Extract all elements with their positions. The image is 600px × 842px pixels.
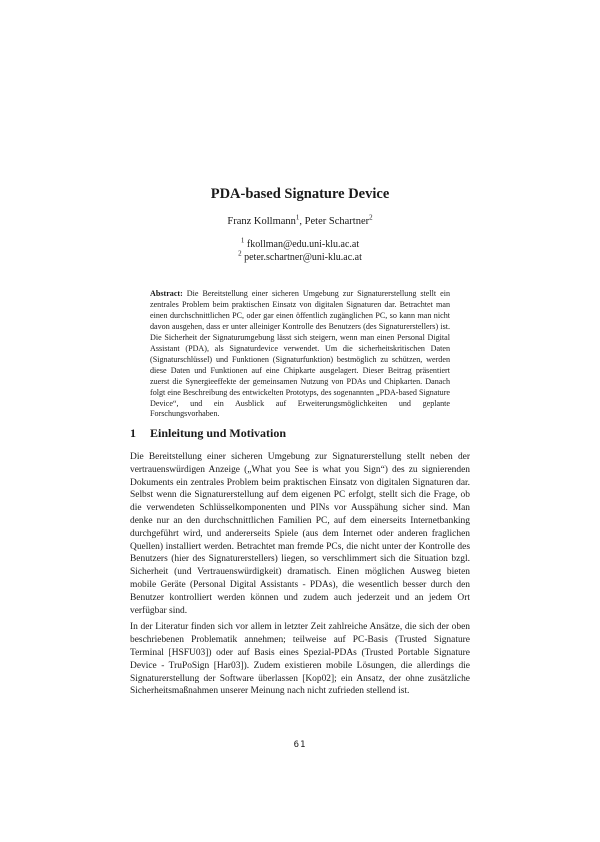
author-name: Peter Schartner (304, 216, 370, 227)
body-paragraph: Die Bereitstellung einer sicheren Umgebung zur Signaturerstellung stellt neben der vertrauenswürdigen Anzeige („What you See is what you Sign“) des zu signierenden Dokuments ein zentrales Problem beim praktischen Einsatz von digitalen Signaturen dar. Selbst wenn die Signaturerstellung auf dem eigenen PC erfolgt, stellt sich die Frage, ob die verwendeten Schlüsselkomponenten und PINs vor Ausspähung sicher sind. Man denke nur an den durchschnittlichen Familien PC, auf dem einerseits Internetbanking durchgeführt wird, und andererseits Spiele (aus dem Internet oder anderen fraglichen Quellen) installiert werden. Betrachtet man fremde PCs, die nicht unter der Kontrolle des Benutzers (hier des Signaturerstellers) liegen, so verschlimmert sich die Situation bzgl. Sicherheit (und Vertrauenswürdigkeit) dramatisch. Einen möglichen Ausweg bieten mobile Geräte (Personal Digital Assistants - PDAs), die wesentlich besser durch den Benutzer kontrolliert werden können und zudem auch jederzeit und an jedem Ort verfügbar sind. (130, 452, 470, 616)
author-name: Franz Kollmann (227, 216, 296, 227)
author-affiliation-marker: 1 (295, 213, 300, 222)
abstract-text: Die Bereitstellung einer sicheren Umgebung zur Signaturerstellung stellt ein zentrales Problem beim praktischen Einsatz von digitalen Signaturen dar. Betrachtet man einen durchschnittlichen PC, oder gar einen öffentlich zugänglichen PC, so kann man nicht davon ausgehen, dass er unter alleiniger Kontrolle des Benutzers (des Signaturerstellers) ist. Die Sicherheit der Signaturumgebung lässt sich steigern, wenn man einen Personal Digital Assistant (PDA), als Signaturdevice verwendet. Um die sicherheitskritischen Daten (Signaturschlüssel) und Funktionen (Signaturfunktion) bestmöglich zu schützen, werden diese Daten und Funktionen auf eine Chipkarte ausgelagert. Dieser Beitrag präsentiert zuerst die Synergieeffekte der gemeinsamen Nutzung von PDAs und Chipkarten. Danach folgt eine Beschreibung des entwickelten Prototyps, des sogenannten „PDA-based Signature Device“, und ein Ausblick auf Erweiterungsmöglichkeiten und geplante Forschungsvorhaben. (150, 289, 450, 419)
author-separator: , (299, 216, 305, 227)
author-line (0, 213, 600, 227)
author-affiliation-marker: 2 (369, 213, 373, 222)
abstract-label: Abstract: (150, 289, 183, 298)
affiliation-marker: 1 (240, 236, 245, 245)
affiliation-line (0, 236, 600, 252)
affiliation-marker: 2 (238, 249, 242, 258)
affiliation-email: peter.schartner@uni-klu.ac.at (244, 251, 362, 263)
page-number: 61 (293, 740, 307, 750)
affiliations (0, 236, 600, 264)
section-title: Einleitung und Motivation (150, 426, 287, 440)
affiliation-email: fkollman@edu.uni-klu.ac.at (246, 239, 360, 250)
section-body (130, 451, 470, 698)
affiliation-line (0, 249, 600, 265)
section-heading (130, 426, 286, 441)
paper-title: PDA-based Signature Device (210, 186, 390, 202)
section-number: 1 (130, 426, 136, 440)
body-paragraph: In der Literatur finden sich vor allem in letzter Zeit zahlreiche Ansätze, die sich der oben beschriebenen Problematik annehmen; teilweise auf PC-Basis (Trusted Signature Terminal [HSFU03]) oder auf Basis eines Spezial-PDAs (Trusted Portable Signature Device - TruPoSign [Har03]). Zudem existieren mobile Lösungen, die allerdings die Signaturerstellung der Software überlassen [Kop02]; ein Ansatz, der ohne zusätzliche Sicherheitsmaßnahmen unserer Meinung nach nicht zufrieden stellend ist. (130, 622, 470, 697)
abstract (150, 289, 450, 420)
